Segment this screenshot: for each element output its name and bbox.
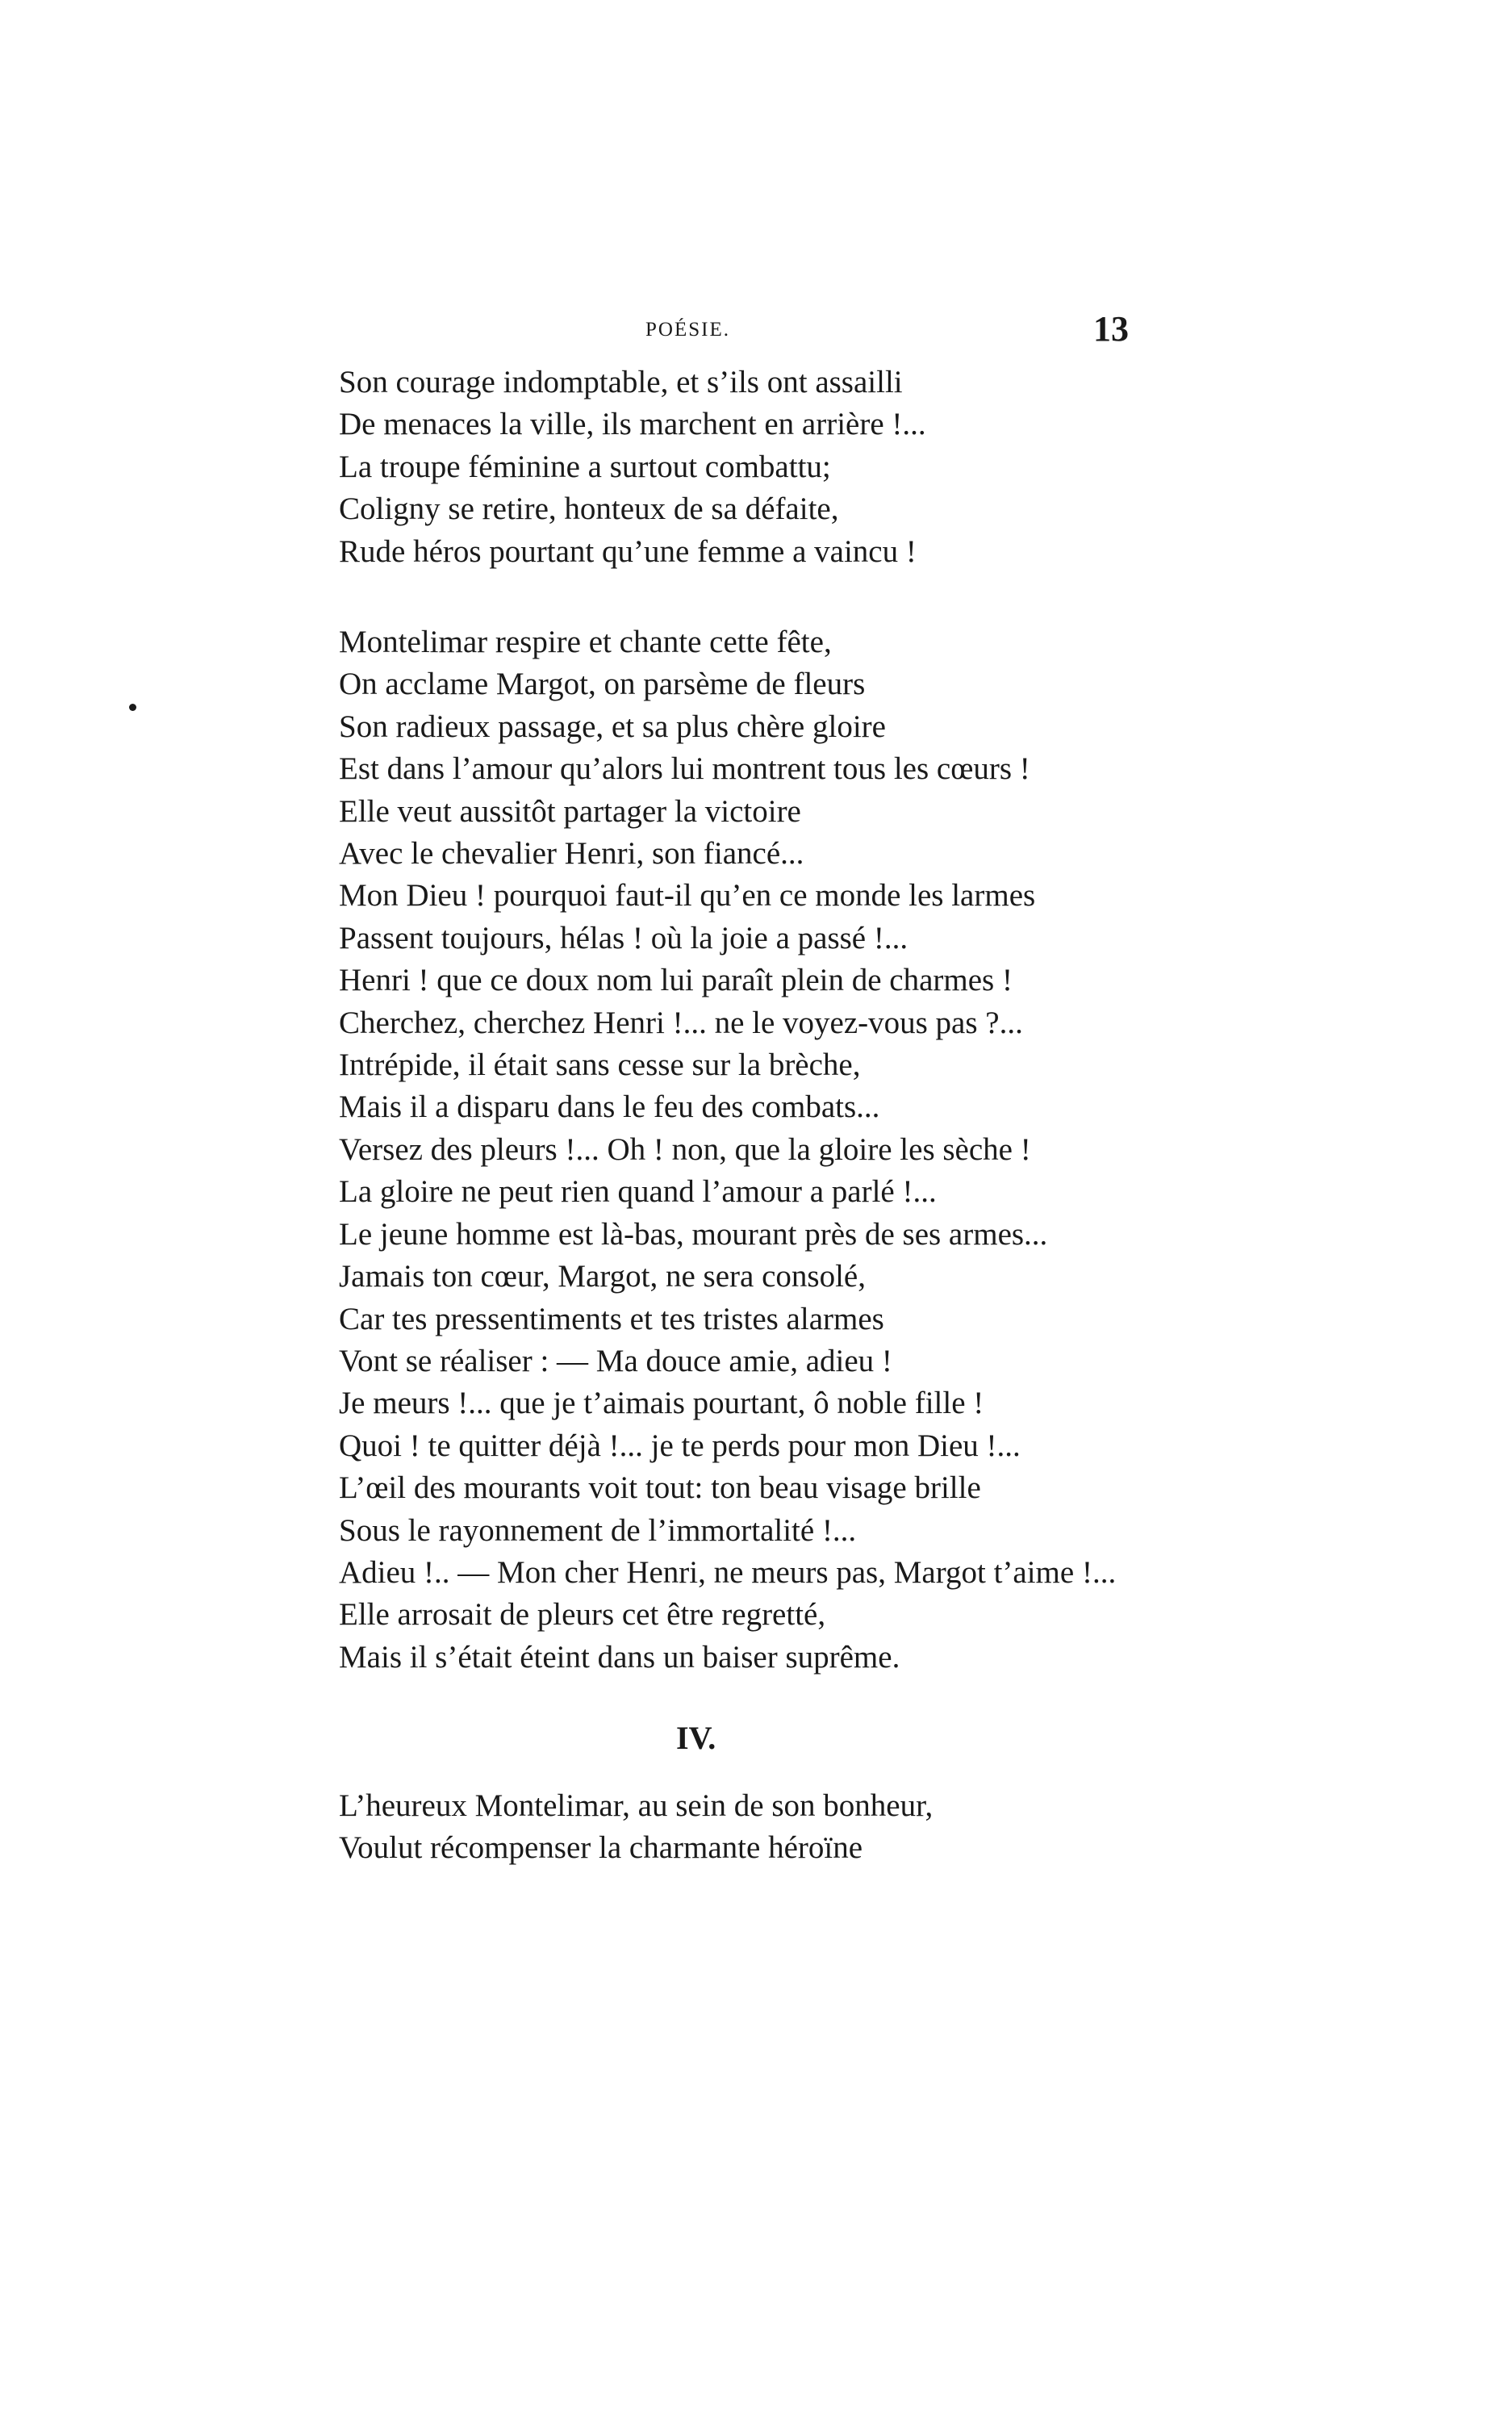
verse-line: Avec le chevalier Henri, son fiancé... [339, 836, 804, 872]
verse-line: On acclame Margot, on parsème de fleurs [339, 667, 866, 702]
verse-line: Car tes pressentiments et tes tristes alarmes [339, 1301, 884, 1336]
verse-line: Intrépide, il était sans cesse sur la brèche, [339, 1048, 861, 1083]
verse-line: Quoi ! te quitter déjà !... je te perds pour mon Dieu !... [339, 1428, 1021, 1463]
verse-line: Rude héros pourtant qu’une femme a vaincu ! [339, 533, 917, 569]
verse-line: Le jeune homme est là-bas, mourant près de ses armes... [339, 1216, 1048, 1252]
verse-line: L’heureux Montelimar, au sein de son bonheur, [339, 1788, 934, 1823]
stanza [339, 1785, 1178, 1870]
verse-line: Sous le rayonnement de l’immortalité !... [339, 1512, 857, 1548]
verse-line: Jamais ton cœur, Margot, ne sera consolé, [339, 1259, 866, 1294]
verse-line: La troupe féminine a surtout combattu; [339, 449, 831, 484]
verse-line: Voulut récompenser la charmante héroïne [339, 1830, 863, 1866]
verse-line: Passent toujours, hélas ! où la joie a passé !... [339, 920, 908, 956]
verse-line: De menaces la ville, ils marchent en arrière !... [339, 407, 926, 442]
verse-line: Adieu !.. — Mon cher Henri, ne meurs pas, Margot t’aime !... [339, 1554, 1117, 1590]
verse-line: La gloire ne peut rien quand l’amour a parlé !... [339, 1174, 937, 1210]
page-number: 13 [1093, 309, 1129, 349]
stanza [339, 362, 1178, 573]
verse-line: Henri ! que ce doux nom lui paraît plein de charmes ! [339, 963, 1013, 998]
verse-line: Est dans l’amour qu’alors lui montrent tous les cœurs ! [339, 751, 1030, 787]
verse-line: Versez des pleurs !... Oh ! non, que la gloire les sèche ! [339, 1131, 1031, 1167]
verse-line: Elle arrosait de pleurs cet être regretté, [339, 1597, 826, 1633]
verse-line: Son radieux passage, et sa plus chère gloire [339, 709, 886, 744]
verse-line: Mais il s’était éteint dans un baiser suprême. [339, 1639, 900, 1675]
verse-line: Vont se réaliser : — Ma douce amie, adieu ! [339, 1343, 892, 1378]
verse-line: Elle veut aussitôt partager la victoire [339, 793, 801, 829]
verse-line: Mais il a disparu dans le feu des combats... [339, 1089, 880, 1125]
verse-line: Montelimar respire et chante cette fête, [339, 625, 832, 659]
running-title: POÉSIE. [645, 319, 730, 341]
verse-line: Je meurs !... que je t’aimais pourtant, ô noble fille ! [339, 1386, 984, 1421]
verse-line: Son courage indomptable, et s’ils ont assailli [339, 365, 903, 399]
section-number: IV. [676, 1720, 716, 1756]
verse-line: Mon Dieu ! pourquoi faut-il qu’en ce monde les larmes [339, 878, 1036, 914]
verse-line: L’œil des mourants voit tout: ton beau visage brille [339, 1470, 981, 1506]
stanza [339, 621, 1178, 1679]
verse-line: Coligny se retire, honteux de sa défaite, [339, 491, 839, 527]
ink-speck [129, 704, 136, 711]
verse-line: Cherchez, cherchez Henri !... ne le voyez-vous pas ?... [339, 1005, 1023, 1040]
